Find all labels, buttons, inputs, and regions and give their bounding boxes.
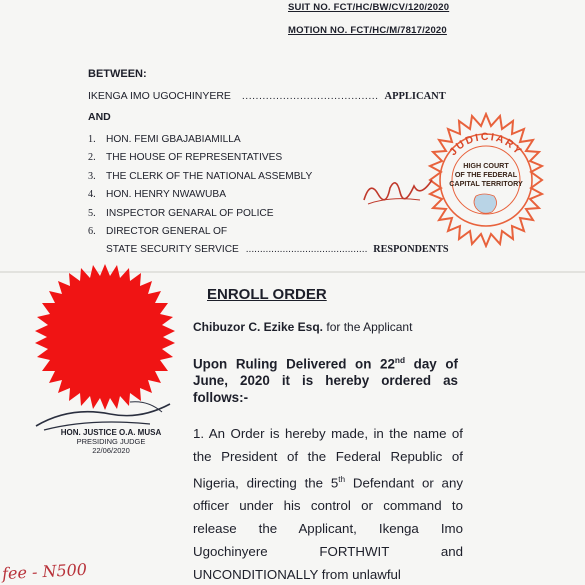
- order-text-end: Defendant or any officer under his control or command to release the Applicant, Ikenga Imo Ugochinyere FORTHWIT and UNCONDITIONALLY from unlawful: [193, 475, 463, 583]
- seal-line-2: OF THE FEDERAL: [454, 170, 518, 179]
- respondent-number: 6.: [88, 226, 96, 237]
- seal-line-1: HIGH COURT: [463, 161, 509, 170]
- red-seal: [30, 262, 180, 412]
- respondent-number: 2.: [88, 152, 96, 163]
- handwritten-fee-note: fee - N500: [1, 559, 88, 584]
- respondent-number: 3.: [88, 171, 96, 182]
- ruling-text-start: Upon Ruling Delivered on 22: [193, 356, 395, 372]
- between-label: BETWEEN:: [88, 68, 147, 80]
- seal-emblem-icon: [474, 194, 497, 213]
- motion-number: MOTION NO. FCT/HC/M/7817/2020: [288, 25, 447, 36]
- judge-date: 22/06/2020: [92, 446, 130, 455]
- document-title: ENROLL ORDER: [207, 286, 327, 303]
- respondent-name: STATE SECURITY SERVICE: [106, 244, 239, 255]
- order-paragraph: [193, 422, 463, 585]
- respondent-name: THE CLERK OF THE NATIONAL ASSEMBLY: [106, 171, 313, 182]
- seal-arc-text: JUDICIARY: [447, 130, 525, 158]
- suit-number: SUIT NO. FCT/HC/BW/CV/120/2020: [288, 2, 450, 13]
- respondent-number: 5.: [88, 208, 96, 219]
- respondent-name: THE HOUSE OF REPRESENTATIVES: [106, 152, 283, 163]
- respondent-5: [88, 208, 274, 219]
- ruling-text-end: day of June, 2020 it is hereby ordered as follows:-: [193, 356, 458, 406]
- respondents-label: RESPONDENTS: [373, 244, 449, 255]
- respondent-number: 4.: [88, 189, 96, 200]
- respondent-name: INSPECTOR GENARAL OF POLICE: [106, 208, 274, 219]
- judge-name: HON. JUSTICE O.A. MUSA: [60, 428, 162, 437]
- order-superscript: th: [338, 475, 346, 484]
- seal-line-3: CAPITAL TERRITORY: [449, 179, 523, 188]
- applicant-line: [88, 90, 446, 102]
- counsel-line: [193, 320, 412, 334]
- respondent-2: [88, 152, 282, 163]
- respondent-name: DIRECTOR GENERAL OF: [106, 226, 228, 237]
- respondent-6-continued: [106, 244, 449, 255]
- respondent-6: [88, 226, 227, 237]
- respondent-name: HON. HENRY NWAWUBA: [106, 189, 226, 200]
- respondents-dots: ...........................................: [245, 244, 368, 255]
- judge-block: [46, 428, 176, 455]
- registrar-signature: [360, 170, 440, 210]
- respondent-3: [88, 171, 312, 182]
- judge-role: PRESIDING JUDGE: [76, 437, 146, 446]
- applicant-label: APPLICANT: [384, 91, 446, 102]
- red-seal-starburst: [35, 264, 175, 410]
- counsel-role: for the Applicant: [326, 320, 413, 334]
- order-text-start: 1. An Order is hereby made, in the name of the President of the Federal Republic of Nigeria, directing the 5: [193, 426, 463, 491]
- respondent-4: [88, 189, 226, 200]
- applicant-name: IKENGA IMO UGOCHINYERE: [88, 90, 231, 102]
- and-label: AND: [88, 111, 111, 123]
- ruling-paragraph: [193, 352, 458, 406]
- respondent-number: 1.: [88, 134, 96, 145]
- respondent-name: HON. FEMI GBAJABIAMILLA: [106, 134, 241, 145]
- respondent-1: [88, 134, 241, 145]
- counsel-name: Chibuzor C. Ezike Esq.: [193, 320, 324, 334]
- applicant-dots: ........................................: [241, 90, 379, 102]
- ruling-superscript: nd: [394, 355, 406, 365]
